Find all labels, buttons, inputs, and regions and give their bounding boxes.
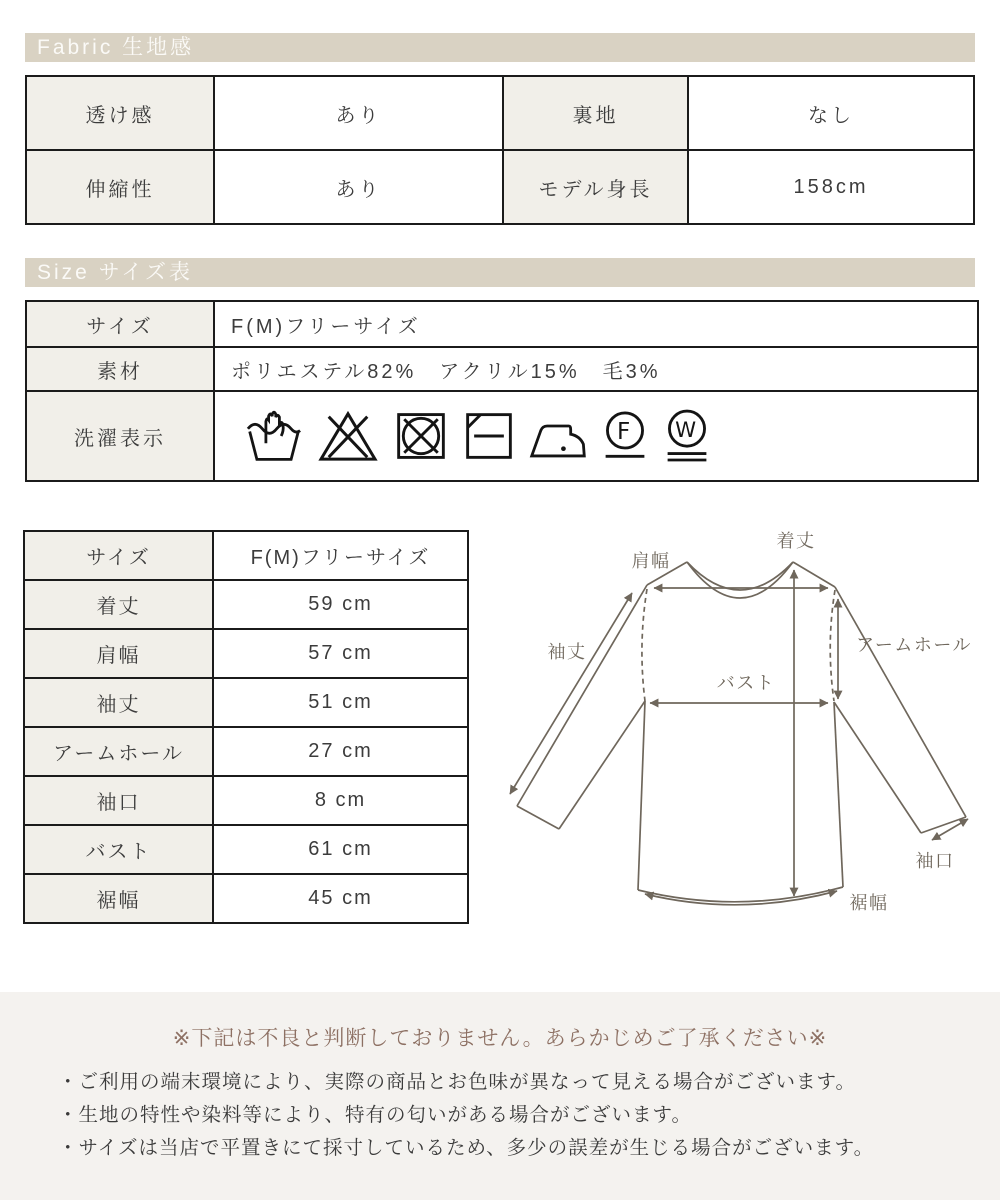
svg-text:F: F (616, 418, 634, 445)
measure-label-cuff: 袖口 (24, 776, 213, 825)
measure-value-shoulder: 57 cm (213, 629, 468, 678)
size-section-header: Size サイズ表 (25, 258, 975, 287)
measure-value-armhole: 27 cm (213, 727, 468, 776)
care-label: 洗濯表示 (26, 391, 214, 481)
table-row (24, 580, 468, 629)
fabric-table (25, 75, 975, 225)
measurement-table (23, 530, 469, 924)
measure-value-length: 59 cm (213, 580, 468, 629)
measure-value-hem: 45 cm (213, 874, 468, 923)
size-info-table (25, 300, 979, 482)
measure-label-shoulder: 肩幅 (24, 629, 213, 678)
garment-measurement-diagram (480, 505, 1000, 960)
body-side-right (834, 702, 843, 887)
diagram-label-armhole: アームホール (855, 635, 973, 655)
measure-label-length: 着丈 (24, 580, 213, 629)
diagram-label-shoulder: 肩幅 (631, 551, 671, 571)
shoulder-seam-right (793, 562, 835, 587)
measure-header-label: サイズ (24, 531, 213, 580)
sleeve-right-under (834, 702, 921, 833)
table-row (24, 874, 468, 923)
notes-heading: ※下記は不良と判断しておりません。あらかじめご了承ください※ (172, 1027, 828, 1050)
laundry-care-icons (231, 407, 976, 465)
do-not-bleach-icon (317, 409, 379, 463)
fabric-value-sheerness: あり (214, 76, 503, 150)
measure-label-sleeve: 袖丈 (24, 678, 213, 727)
back-neckline (687, 562, 793, 590)
body-side-left (638, 701, 645, 890)
front-neckline (687, 562, 793, 598)
table-row (26, 150, 974, 224)
armhole-dashed-left (642, 589, 647, 701)
table-row (26, 76, 974, 150)
fabric-label-stretch: 伸縮性 (26, 150, 214, 224)
measure-value-bust: 61 cm (213, 825, 468, 874)
table-row (24, 825, 468, 874)
table-row (26, 391, 978, 481)
diagram-label-hem: 裾幅 (849, 893, 889, 913)
table-row (24, 776, 468, 825)
diagram-label-sleeve: 袖丈 (547, 642, 587, 662)
do-not-tumble-dry-icon (393, 409, 449, 463)
note-fabric-odor: ・生地の特性や染料等により、特有の匂いがある場合がございます。 (58, 1104, 692, 1126)
iron-low-heat-icon (529, 411, 587, 461)
note-measurement-error: ・サイズは当店で平置きにて採寸しているため、多少の誤差が生じる場合がございます。 (58, 1137, 875, 1159)
notes-list (58, 1066, 874, 1165)
cuff-left (517, 806, 559, 829)
fabric-label-model-height: モデル身長 (503, 150, 688, 224)
size-label: サイズ (26, 301, 214, 347)
fabric-value-lining: なし (688, 76, 974, 150)
fabric-label-sheerness: 透け感 (26, 76, 214, 150)
material-value: ポリエステル82% アクリル15% 毛3% (214, 347, 978, 391)
measure-label-bust: バスト (24, 825, 213, 874)
sleeve-right-top (835, 587, 966, 817)
fabric-section-header: Fabric 生地感 (25, 33, 975, 62)
fabric-value-model-height: 158cm (688, 150, 974, 224)
fabric-label-lining: 裏地 (503, 76, 688, 150)
size-value: F(M)フリーサイズ (214, 301, 978, 347)
measure-header-value: F(M)フリーサイズ (213, 531, 468, 580)
measure-value-sleeve: 51 cm (213, 678, 468, 727)
table-row (26, 347, 978, 391)
fabric-value-stretch: あり (214, 150, 503, 224)
sleeve-length-arrow (510, 593, 632, 794)
measure-label-armhole: アームホール (24, 727, 213, 776)
wet-clean-W-icon (663, 407, 711, 465)
diagram-label-bust: バスト (716, 673, 776, 693)
svg-text:W: W (675, 417, 699, 443)
sleeve-left-top (517, 585, 647, 806)
diagram-label-cuff: 袖口 (915, 851, 955, 871)
table-row (24, 727, 468, 776)
dry-flat-in-shade-icon (463, 409, 515, 463)
table-row (26, 301, 978, 347)
hand-wash-icon (245, 409, 303, 463)
note-color-difference: ・ご利用の端末環境により、実際の商品とお色味が異なって見える場合がございます。 (58, 1071, 856, 1093)
measure-label-hem: 裾幅 (24, 874, 213, 923)
armhole-dashed-right (830, 590, 835, 701)
table-row (24, 629, 468, 678)
measure-value-cuff: 8 cm (213, 776, 468, 825)
dry-clean-F-icon (601, 408, 649, 464)
table-row (24, 678, 468, 727)
notes-section (0, 992, 1000, 1200)
material-label: 素材 (26, 347, 214, 391)
diagram-label-length: 着丈 (776, 531, 816, 551)
sleeve-left-under (559, 701, 645, 829)
table-row (24, 531, 468, 580)
